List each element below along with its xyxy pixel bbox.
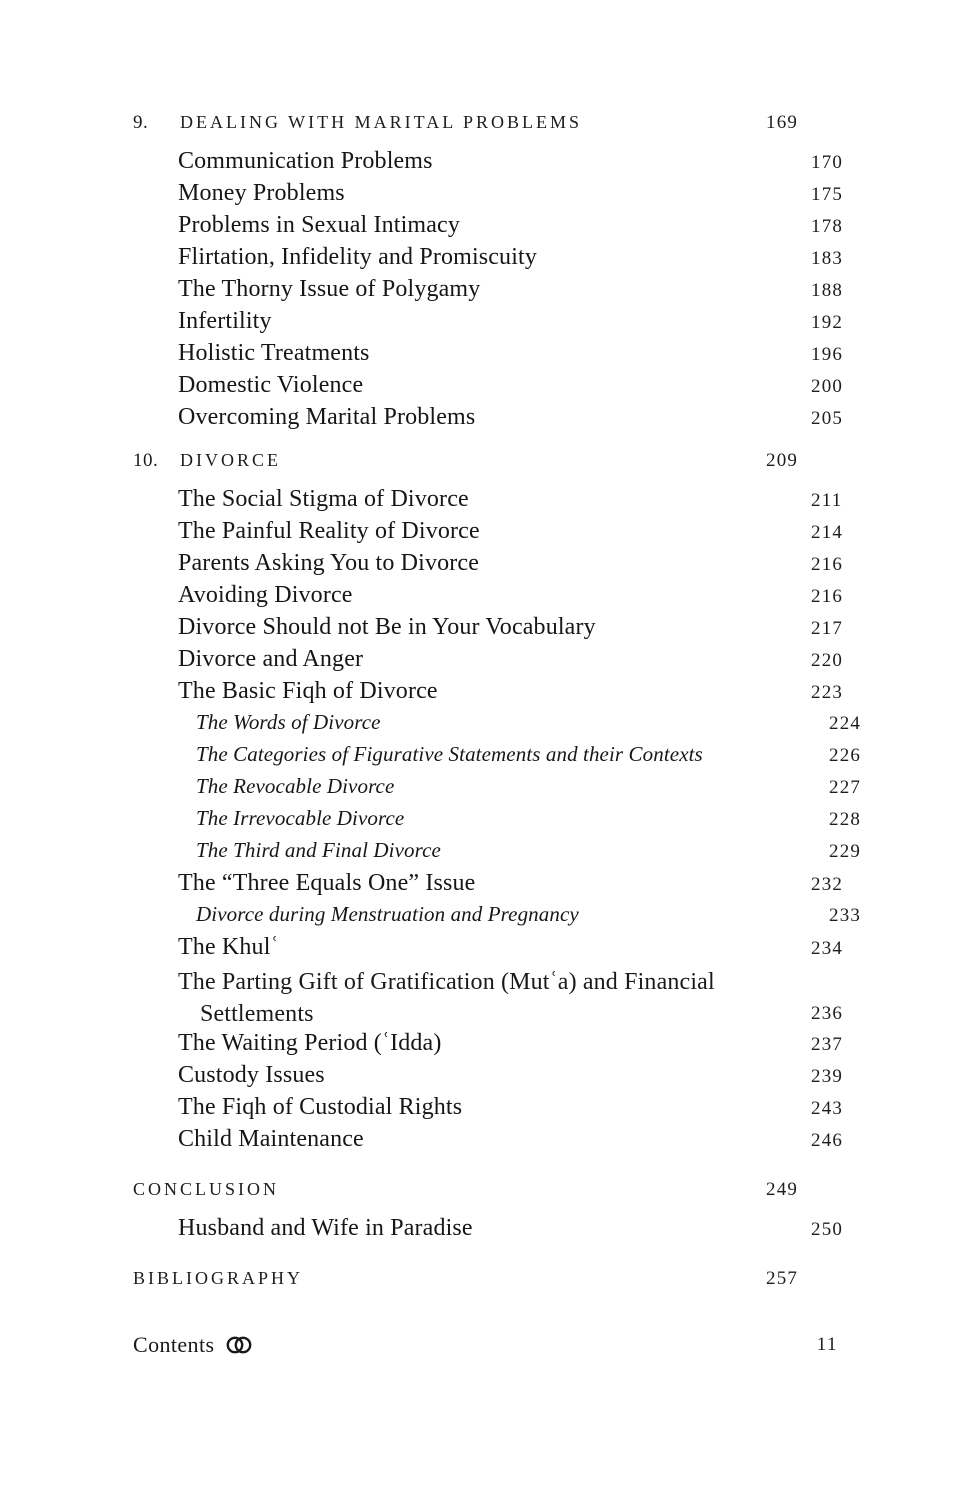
page-number: 214 (811, 522, 844, 543)
toc-section-entry[interactable] (133, 486, 883, 518)
page-number: 188 (811, 280, 844, 301)
toc-section-entry[interactable] (133, 340, 883, 372)
page-number: 223 (811, 682, 844, 703)
block-spacer (133, 436, 838, 450)
chapter-number: 10. (133, 450, 159, 471)
section-title: The Fiqh of Custodial Rights (178, 1094, 463, 1120)
page-number: 224 (829, 713, 862, 734)
section-title-line-2: Settlements (200, 1001, 314, 1027)
subsection-title: Divorce during Menstruation and Pregnancy (196, 902, 579, 926)
page-number: 183 (811, 248, 844, 269)
running-head-label: Contents (133, 1332, 215, 1357)
page-number: 257 (766, 1268, 799, 1289)
chapter-number: 9. (133, 112, 149, 133)
block-spacer (133, 1158, 838, 1179)
toc-section-entry[interactable] (133, 870, 883, 902)
toc-section-entry[interactable] (133, 1030, 883, 1062)
toc-section-entry[interactable] (133, 180, 883, 212)
page-number: 246 (811, 1130, 844, 1151)
page-number: 205 (811, 408, 844, 429)
toc-section-entry[interactable] (133, 1062, 883, 1094)
page-number: 229 (829, 841, 862, 862)
page-number: 200 (811, 376, 844, 397)
section-title: The Khulʿ (178, 934, 279, 960)
toc-section-entry[interactable] (133, 582, 883, 614)
section-title: The Basic Fiqh of Divorce (178, 678, 438, 704)
page-number: 249 (766, 1179, 799, 1200)
toc-section-entry[interactable] (133, 244, 883, 276)
section-title: Flirtation, Infidelity and Promiscuity (178, 244, 537, 270)
toc-subsection-entry[interactable] (133, 742, 901, 774)
toc-chapter-heading-conclusion[interactable] (133, 1179, 838, 1215)
toc-chapter-heading[interactable] (133, 112, 838, 148)
section-title: Divorce Should not Be in Your Vocabulary (178, 614, 596, 640)
section-title: Domestic Violence (178, 372, 364, 398)
page-number: 209 (766, 450, 799, 471)
table-of-contents (133, 112, 862, 1304)
section-title: The Social Stigma of Divorce (178, 486, 469, 512)
toc-section-entry[interactable] (133, 1126, 883, 1158)
page-number: 216 (811, 554, 844, 575)
page-footer (133, 1332, 838, 1358)
toc-section-entry[interactable] (133, 148, 883, 180)
page-number: 196 (811, 344, 844, 365)
section-title: Husband and Wife in Paradise (178, 1215, 473, 1241)
section-title: Money Problems (178, 180, 345, 206)
toc-section-entry[interactable] (133, 614, 883, 646)
page-number: 226 (829, 745, 862, 766)
page-number: 175 (811, 184, 844, 205)
section-title: Infertility (178, 308, 272, 334)
section-title: Overcoming Marital Problems (178, 404, 476, 430)
section-title: The Waiting Period (ʿIdda) (178, 1030, 442, 1056)
toc-section-entry[interactable] (133, 550, 883, 582)
section-title: The “Three Equals One” Issue (178, 870, 476, 896)
page-number: 170 (811, 152, 844, 173)
page-number: 228 (829, 809, 862, 830)
page-number: 237 (811, 1034, 844, 1055)
chapter-title: CONCLUSION (133, 1179, 280, 1199)
folio-number: 11 (816, 1334, 838, 1355)
section-title: Problems in Sexual Intimacy (178, 212, 461, 238)
toc-section-entry[interactable] (133, 308, 883, 340)
toc-section-entry[interactable] (133, 372, 883, 404)
toc-section-entry[interactable] (133, 1215, 883, 1247)
section-title: Custody Issues (178, 1062, 325, 1088)
toc-section-entry[interactable] (133, 1094, 883, 1126)
toc-subsection-entry[interactable] (133, 710, 901, 742)
page-number: 250 (811, 1219, 844, 1240)
toc-section-entry[interactable] (133, 934, 883, 966)
toc-section-entry[interactable] (133, 678, 883, 710)
section-title: Divorce and Anger (178, 646, 364, 672)
toc-subsection-entry[interactable] (133, 902, 901, 934)
toc-section-entry[interactable] (133, 212, 883, 244)
chapter-title: BIBLIOGRAPHY (133, 1268, 304, 1288)
page-number: 239 (811, 1066, 844, 1087)
chapter-title: DEALING WITH MARITAL PROBLEMS (180, 112, 583, 132)
page-number: 169 (766, 112, 799, 133)
section-title: Child Maintenance (178, 1126, 364, 1152)
page-number: 216 (811, 586, 844, 607)
section-title: Parents Asking You to Divorce (178, 550, 480, 576)
page-number: 232 (811, 874, 844, 895)
toc-subsection-entry[interactable] (133, 838, 901, 870)
page-number: 243 (811, 1098, 844, 1119)
page-number: 236 (811, 1003, 844, 1024)
interlocking-rings-icon (224, 1335, 254, 1355)
subsection-title: The Words of Divorce (196, 710, 381, 734)
chapter-title: DIVORCE (180, 450, 281, 470)
section-title: Holistic Treatments (178, 340, 370, 366)
toc-subsection-entry[interactable] (133, 774, 901, 806)
toc-section-entry[interactable] (133, 404, 883, 436)
section-title-block (178, 966, 743, 1030)
toc-section-entry-wrapped[interactable] (133, 966, 883, 1030)
page-number: 192 (811, 312, 844, 333)
page-number: 217 (811, 618, 844, 639)
toc-section-entry[interactable] (133, 518, 883, 550)
toc-chapter-heading[interactable] (133, 450, 838, 486)
page-number: 234 (811, 938, 844, 959)
page-number: 227 (829, 777, 862, 798)
block-spacer (133, 1247, 838, 1268)
section-title: Avoiding Divorce (178, 582, 353, 608)
toc-subsection-entry[interactable] (133, 806, 901, 838)
section-title-line-1: The Parting Gift of Gratification (Mutʿa) and Financial (178, 969, 715, 995)
page-number: 178 (811, 216, 844, 237)
subsection-title: The Categories of Figurative Statements and their Contexts (196, 742, 703, 766)
section-title: The Thorny Issue of Polygamy (178, 276, 481, 302)
page-number: 211 (811, 490, 843, 511)
toc-chapter-heading-bibliography[interactable] (133, 1268, 838, 1304)
subsection-title: The Irrevocable Divorce (196, 806, 405, 830)
subsection-title: The Revocable Divorce (196, 774, 395, 798)
page-number: 220 (811, 650, 844, 671)
toc-section-entry[interactable] (133, 276, 883, 308)
toc-section-entry[interactable] (133, 646, 883, 678)
section-title: Communication Problems (178, 148, 433, 174)
page-number: 233 (829, 905, 862, 926)
subsection-title: The Third and Final Divorce (196, 838, 441, 862)
section-title: The Painful Reality of Divorce (178, 518, 480, 544)
